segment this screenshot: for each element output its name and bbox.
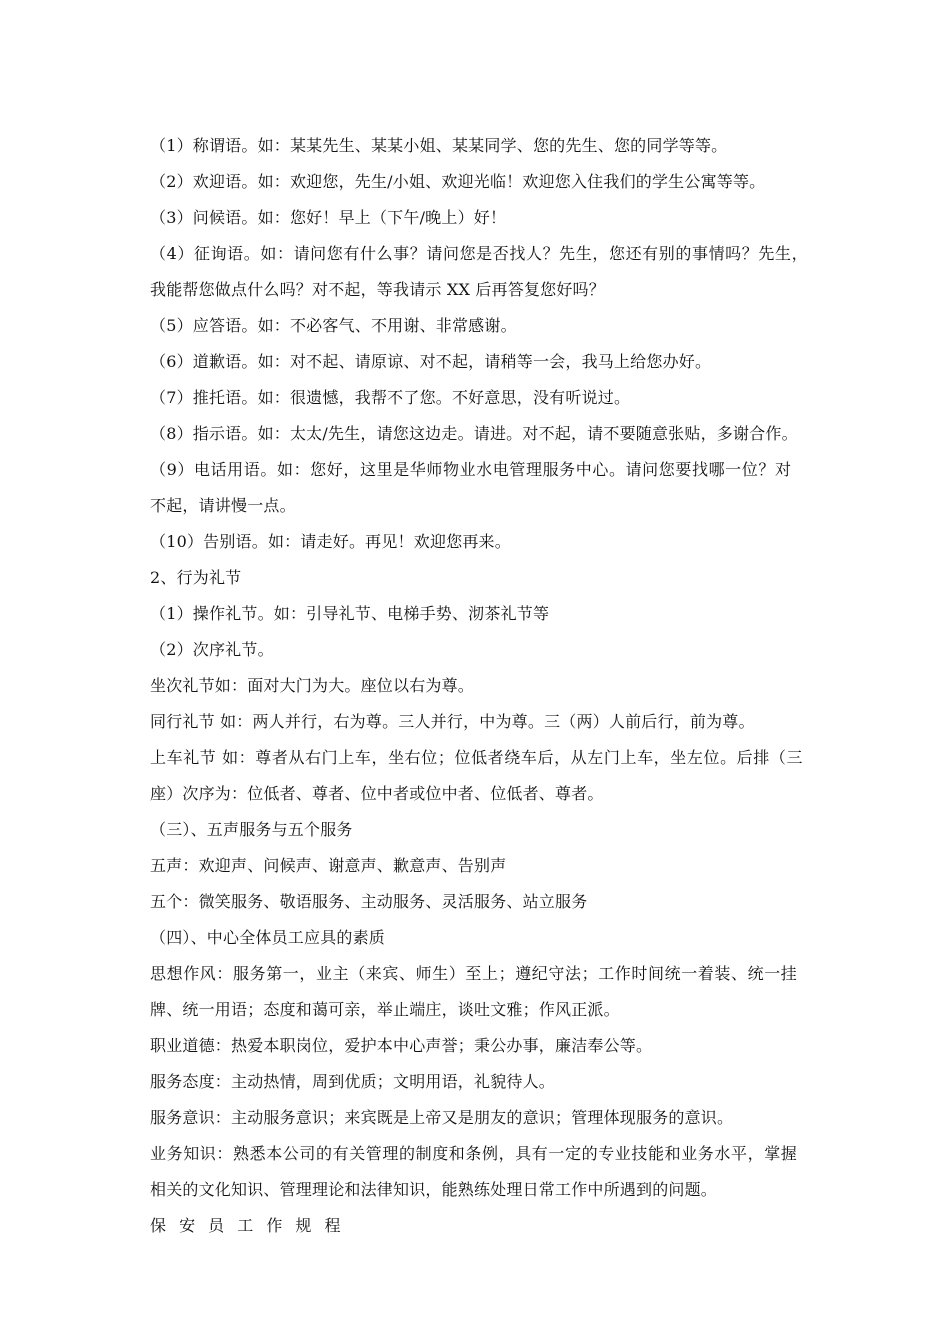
- text-line: （7）推托语。如：很遗憾，我帮不了您。不好意思，没有听说过。: [150, 388, 631, 407]
- text-line: （3）问候语。如：您好！早上（下午/晚上）好！: [150, 208, 507, 227]
- text-line: 服务意识：主动服务意识；来宾既是上帝又是朋友的意识；管理体现服务的意识。: [150, 1108, 734, 1127]
- text-line: 座）次序为：位低者、尊者、位中者或位中者、位低者、尊者。: [150, 784, 604, 803]
- text-line: 思想作风：服务第一，业主（来宾、师生）至上；遵纪守法；工作时间统一着装、统一挂: [150, 964, 798, 983]
- section-title: 保 安 员 工 作 规 程: [150, 1216, 345, 1235]
- text-line: 服务态度：主动热情，周到优质；文明用语，礼貌待人。: [150, 1072, 556, 1091]
- text-line: 坐次礼节如：面对大门为大。座位以右为尊。: [150, 676, 475, 695]
- text-line: （10）告别语。如：请走好。再见！欢迎您再来。: [150, 532, 511, 551]
- text-line: （2）欢迎语。如：欢迎您，先生/小姐、欢迎光临！欢迎您入住我们的学生公寓等等。: [150, 172, 766, 191]
- section-heading: （四）、中心全体员工应具的素质: [150, 928, 386, 947]
- text-line: 相关的文化知识、管理理论和法律知识，能熟练处理日常工作中所遇到的问题。: [150, 1180, 718, 1199]
- text-line: （6）道歉语。如：对不起、请原谅、对不起，请稍等一会，我马上给您办好。: [150, 352, 712, 371]
- text-line: （1）操作礼节。如：引导礼节、电梯手势、沏茶礼节等: [150, 604, 550, 623]
- section-heading: 2、行为礼节: [150, 568, 242, 587]
- text-line: 我能帮您做点什么吗？对不起，等我请示 XX 后再答复您好吗？: [150, 280, 605, 299]
- text-line: 业务知识：熟悉本公司的有关管理的制度和条例，具有一定的专业技能和业务水平，掌握: [150, 1144, 798, 1163]
- text-line: （4）征询语。如：请问您有什么事？请问您是否找人？先生，您还有别的事情吗？先生，: [150, 244, 809, 263]
- text-line: （5）应答语。如：不必客气、不用谢、非常感谢。: [150, 316, 517, 335]
- text-line: 五声：欢迎声、问候声、谢意声、歉意声、告别声: [150, 856, 507, 875]
- text-line: （8）指示语。如：太太/先生，请您这边走。请进。对不起，请不要随意张贴，多谢合作。: [150, 424, 798, 443]
- text-line: （1）称谓语。如：某某先生、某某小姐、某某同学、您的先生、您的同学等等。: [150, 136, 728, 155]
- text-line: 职业道德：热爱本职岗位，爱护本中心声誉；秉公办事，廉洁奉公等。: [150, 1036, 653, 1055]
- text-line: （2）次序礼节。: [150, 640, 274, 659]
- text-line: 牌、统一用语；态度和蔼可亲，举止端庄，谈吐文雅；作风正派。: [150, 1000, 620, 1019]
- text-line: 上车礼节 如：尊者从右门上车，坐右位；位低者绕车后，从左门上车，坐左位。后排（三: [150, 748, 804, 767]
- text-line: （9）电话用语。如：您好，这里是华师物业水电管理服务中心。请问您要找哪一位？对: [150, 460, 792, 479]
- document-body: [150, 128, 810, 1244]
- text-line: 同行礼节 如：两人并行，右为尊。三人并行，中为尊。三（两）人前后行，前为尊。: [150, 712, 755, 731]
- section-heading: （三）、五声服务与五个服务: [150, 820, 353, 839]
- text-line: 五个：微笑服务、敬语服务、主动服务、灵活服务、站立服务: [150, 892, 588, 911]
- text-line: 不起，请讲慢一点。: [150, 496, 296, 515]
